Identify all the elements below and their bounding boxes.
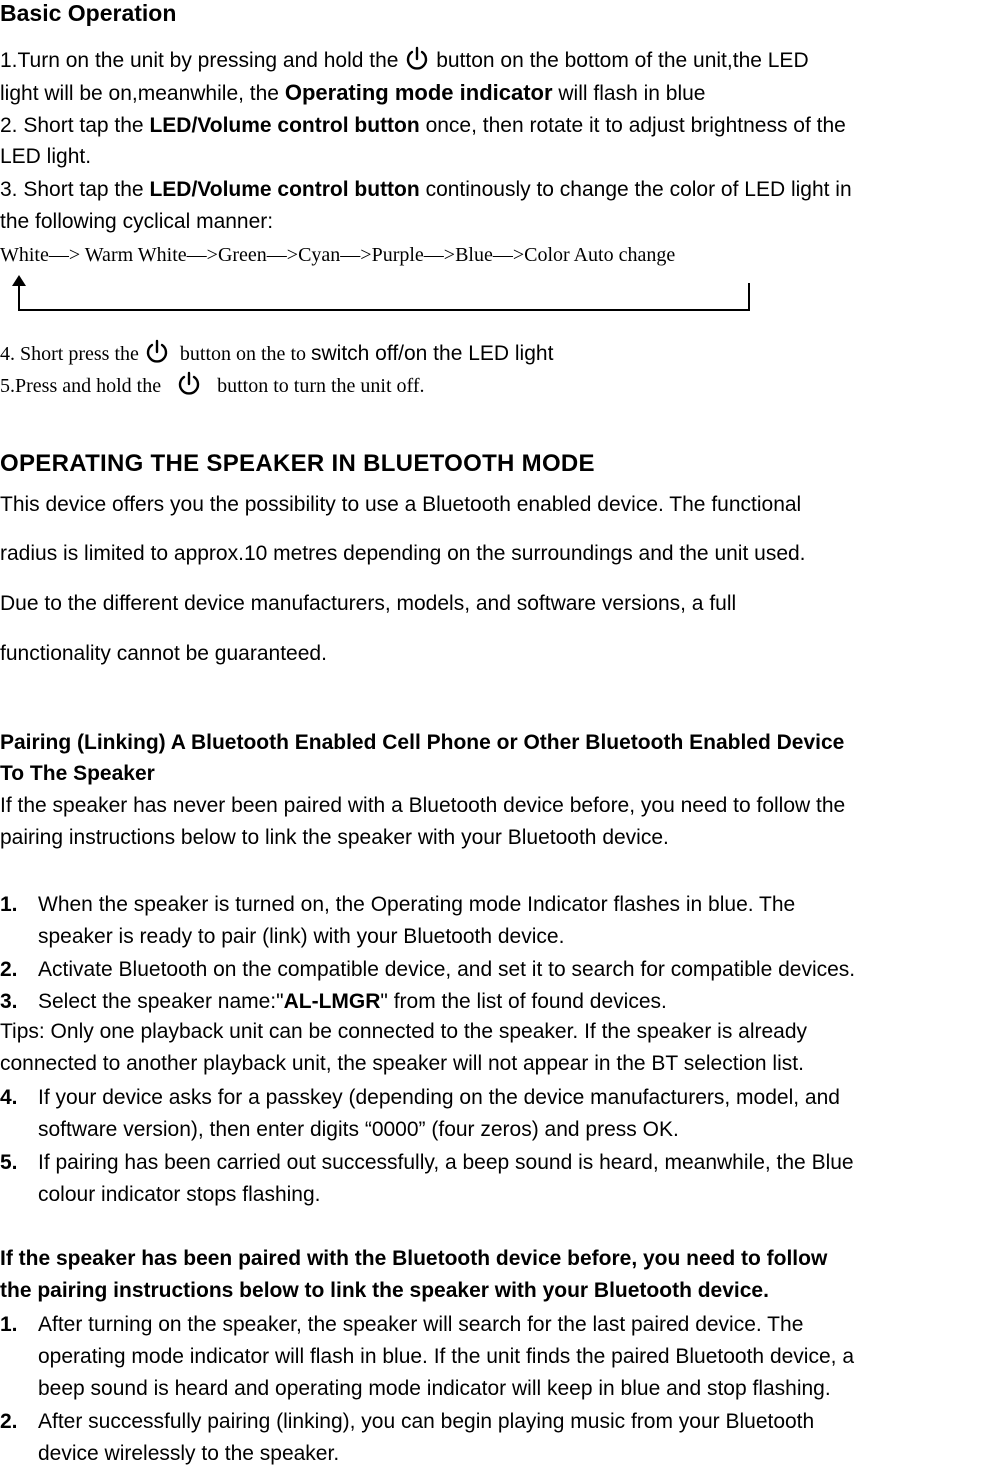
previously-paired-step-2: 2. After successfully pairing (linking), you can begin playing music from your Bluetooth device wirelessly to the speaker. [0, 1410, 815, 1465]
cycle-return-bracket [18, 283, 750, 311]
basic-step-3: 3. Short tap the LED/Volume control button continously to change the color of LED light in [0, 178, 852, 201]
bluetooth-mode-title: OPERATING THE SPEAKER IN BLUETOOTH MODE [0, 450, 595, 477]
bluetooth-intro-line-4: functionality cannot be guaranteed. [0, 642, 327, 665]
pairing-tip-line-1: Tips: Only one playback unit can be connected to the speaker. If the speaker is already [0, 1020, 808, 1043]
basic-step-2: 2. Short tap the LED/Volume control button once, then rotate it to adjust brightness of the [0, 114, 846, 137]
power-icon [144, 339, 170, 365]
pairing-intro-line-1: If the speaker has never been paired with a Bluetooth device before, you need to follow the [0, 794, 846, 817]
basic-step-1-cont: light will be on,meanwhile, the Operating mode indicator will flash in blue [0, 80, 706, 105]
pairing-tip-line-2: connected to another playback unit, the speaker will not appear in the BT selection list. [0, 1052, 804, 1075]
pairing-title-line-1: Pairing (Linking) A Bluetooth Enabled Cell Phone or Other Bluetooth Enabled Device [0, 731, 845, 754]
color-cycle: White—> Warm White—>Green—>Cyan—>Purple—>Blue—>Color Auto change [0, 244, 676, 266]
previously-paired-title-line-1: If the speaker has been paired with the Bluetooth device before, you need to follow [0, 1247, 828, 1270]
basic-operation-title: Basic Operation [0, 0, 177, 26]
previously-paired-step-1: 1. After turning on the speaker, the speaker will search for the last paired device. The operating mode indicator will flash in blue. If the unit finds the paired Bluetooth device, a beep sound is heard and operating mode indicator will keep in blue and stop flashing. [0, 1313, 854, 1400]
pairing-step-4: 4. If your device asks for a passkey (depending on the device manufacturers, model, and software version), then enter digits “0000” (four zeros) and press OK. [0, 1086, 840, 1141]
previously-paired-title-line-2: the pairing instructions below to link the speaker with your Bluetooth device. [0, 1279, 769, 1302]
basic-step-1: 1.Turn on the unit by pressing and hold the button on the bottom of the unit,the LED [0, 46, 809, 74]
basic-step-2-cont: LED light. [0, 145, 92, 168]
bluetooth-intro-line-1: This device offers you the possibility to use a Bluetooth enabled device. The functional [0, 493, 802, 516]
pairing-step-5: 5. If pairing has been carried out successfully, a beep sound is heard, meanwhile, the Blue colour indicator stops flashing. [0, 1151, 854, 1206]
bluetooth-intro-line-3: Due to the different device manufacturers, models, and software versions, a full [0, 592, 737, 615]
pairing-title-line-2: To The Speaker [0, 762, 155, 785]
power-icon [176, 371, 202, 397]
basic-step-4: 4. Short press the button on the to switch off/on the LED light [0, 339, 553, 367]
basic-step-3-cont: the following cyclical manner: [0, 210, 274, 233]
pairing-step-2: 2. Activate Bluetooth on the compatible device, and set it to search for compatible devices. [0, 958, 856, 981]
pairing-step-1: 1. When the speaker is turned on, the Operating mode Indicator flashes in blue. The speaker is ready to pair (link) with your Bluetooth device. [0, 893, 796, 948]
pairing-step-3: 3. Select the speaker name:"AL-LMGR" from the list of found devices. [0, 990, 667, 1013]
power-icon [404, 46, 430, 72]
basic-step-5: 5.Press and hold the button to turn the unit off. [0, 371, 425, 399]
pairing-intro-line-2: pairing instructions below to link the speaker with your Bluetooth device. [0, 826, 669, 849]
bluetooth-intro-line-2: radius is limited to approx.10 metres depending on the surroundings and the unit used. [0, 542, 806, 565]
